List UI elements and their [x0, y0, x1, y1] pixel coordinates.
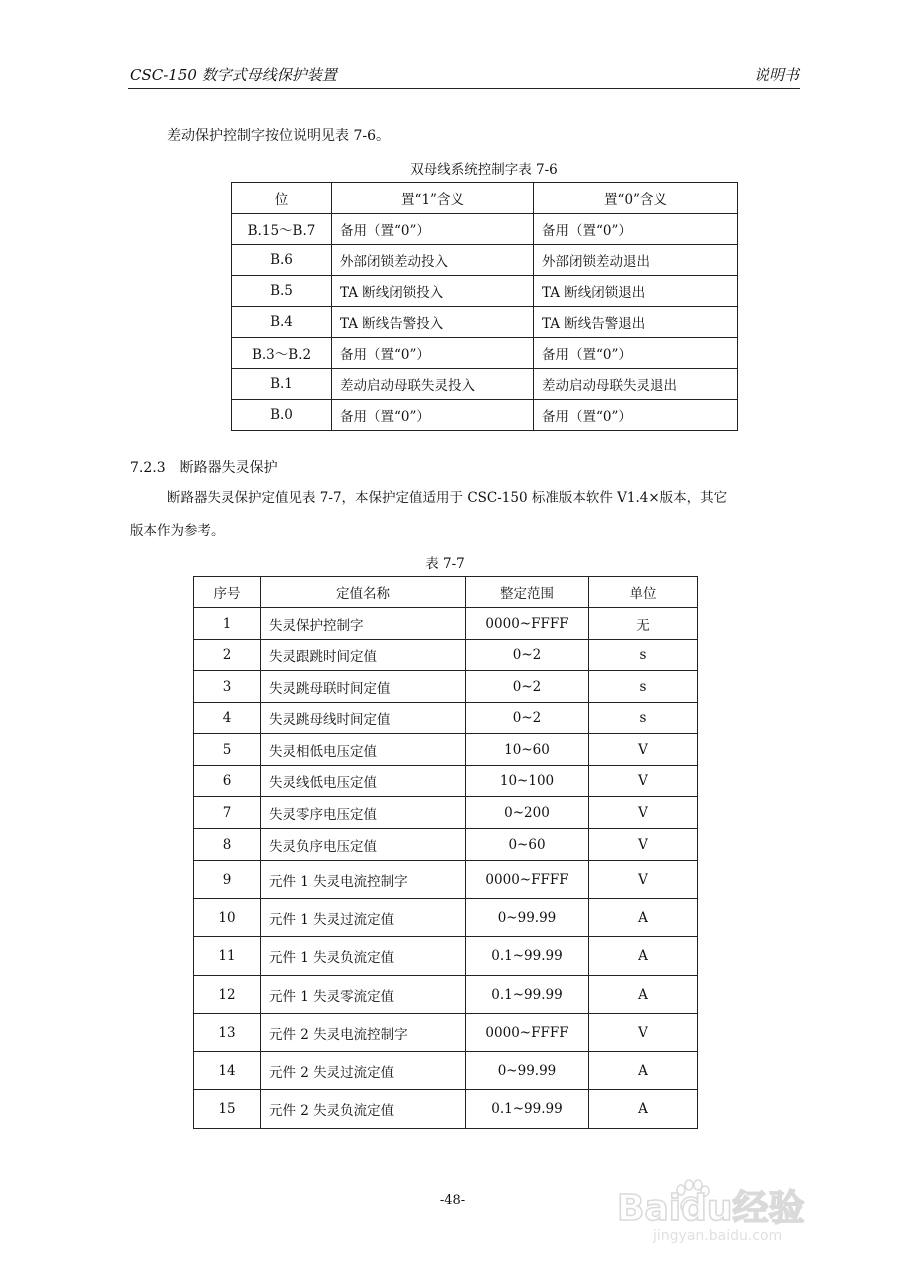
table77-cell: 元件 1 失灵过流定值	[261, 899, 466, 937]
table77-cell: 元件 2 失灵电流控制字	[261, 1014, 466, 1052]
table77-cell: A	[589, 1090, 698, 1129]
table77-cell: 0~2	[466, 671, 589, 703]
table77-row	[194, 937, 698, 976]
table77-cell: 15	[194, 1090, 261, 1129]
table76-row	[232, 214, 738, 245]
table77-cell: 元件 1 失灵电流控制字	[261, 861, 466, 899]
table77-cell: V	[589, 861, 698, 899]
table77-row	[194, 734, 698, 766]
table77-cell: 10~60	[466, 734, 589, 766]
table77-cell: V	[589, 766, 698, 797]
table77-row	[194, 1090, 698, 1129]
table77-cell: 0.1~99.99	[466, 976, 589, 1014]
table77-row	[194, 829, 698, 861]
table77-cell: 1	[194, 608, 261, 640]
table77-cell: A	[589, 1052, 698, 1090]
header-manual-label: 说明书	[753, 66, 799, 84]
table77-cell: V	[589, 829, 698, 861]
table76-cell: 外部闭锁差动投入	[332, 245, 534, 276]
table76-cell: TA 断线告警退出	[534, 307, 738, 338]
table77-cell: 0~99.99	[466, 899, 589, 937]
table77-row	[194, 899, 698, 937]
table77-cell: 失灵相低电压定值	[261, 734, 466, 766]
body-text-line1: 断路器失灵保护定值见表 7-7，本保护定值适用于 CSC-150 标准版本软件 V1.4×版本，其它	[167, 490, 728, 506]
table77-row	[194, 1014, 698, 1052]
table76-cell: TA 断线闭锁投入	[332, 276, 534, 307]
table76-cell: 备用（置“0”）	[332, 400, 534, 431]
table76-cell: B.6	[232, 245, 332, 276]
table77-row	[194, 861, 698, 899]
table77-cell: s	[589, 703, 698, 734]
table76-cell: 差动启动母联失灵退出	[534, 369, 738, 400]
table76-row	[232, 276, 738, 307]
header-document-title: CSC-150 数字式母线保护装置	[130, 66, 337, 84]
table77-cell: 0~2	[466, 640, 589, 671]
table77-cell: 4	[194, 703, 261, 734]
table77-cell: 3	[194, 671, 261, 703]
table77-cell: 9	[194, 861, 261, 899]
table77-cell: 元件 1 失灵零流定值	[261, 976, 466, 1014]
table77-cell: V	[589, 734, 698, 766]
table77-cell: A	[589, 976, 698, 1014]
table76-cell: B.4	[232, 307, 332, 338]
table76-cell: 备用（置“0”）	[534, 338, 738, 369]
table77-cell: 失灵跟跳时间定值	[261, 640, 466, 671]
table77-row	[194, 976, 698, 1014]
table76-cell: B.3～B.2	[232, 338, 332, 369]
table77-header-cell: 单位	[589, 577, 698, 608]
table77-header-cell: 定值名称	[261, 577, 466, 608]
section-number: 7.2.3	[130, 460, 166, 476]
table76-row	[232, 338, 738, 369]
table77-cell: 0~99.99	[466, 1052, 589, 1090]
body-text-line2: 版本作为参考。	[130, 523, 225, 539]
table77-cell: 元件 1 失灵负流定值	[261, 937, 466, 976]
table77-cell: 13	[194, 1014, 261, 1052]
header-rule	[128, 88, 800, 89]
table76-cell: TA 断线告警投入	[332, 307, 534, 338]
table77-cell: 无	[589, 608, 698, 640]
table76-cell: 外部闭锁差动退出	[534, 245, 738, 276]
table77-cell: 0.1~99.99	[466, 1090, 589, 1129]
table77-cell: s	[589, 671, 698, 703]
failure-protection-settings-table	[193, 576, 698, 1129]
table76-header-cell: 置“0”含义	[534, 183, 738, 214]
table77-cell: 失灵零序电压定值	[261, 797, 466, 829]
table77-cell: 2	[194, 640, 261, 671]
table77-cell: 7	[194, 797, 261, 829]
table77-row	[194, 671, 698, 703]
table77-cell: 失灵跳母线时间定值	[261, 703, 466, 734]
control-word-table	[231, 182, 738, 431]
table77-header-cell: 序号	[194, 577, 261, 608]
table77-row	[194, 608, 698, 640]
table77-cell: V	[589, 797, 698, 829]
table77-row	[194, 640, 698, 671]
table77-cell: 8	[194, 829, 261, 861]
table77-row	[194, 766, 698, 797]
table77-header-row	[194, 577, 698, 608]
table77-cell: 14	[194, 1052, 261, 1090]
table77-cell: s	[589, 640, 698, 671]
baidu-jingyan-watermark	[613, 1178, 853, 1246]
table76-cell: 差动启动母联失灵投入	[332, 369, 534, 400]
table77-cell: 失灵线低电压定值	[261, 766, 466, 797]
section-title: 断路器失灵保护	[179, 460, 278, 476]
table76-row	[232, 307, 738, 338]
table77-cell: 失灵负序电压定值	[261, 829, 466, 861]
table76-header-cell: 置“1”含义	[332, 183, 534, 214]
table77-cell: 5	[194, 734, 261, 766]
table77-cell: 12	[194, 976, 261, 1014]
table76-cell: B.1	[232, 369, 332, 400]
table77-cell: 11	[194, 937, 261, 976]
table77-caption: 表 7-7	[425, 556, 465, 572]
table77-row	[194, 797, 698, 829]
table76-cell: B.15～B.7	[232, 214, 332, 245]
table77-cell: 0000~FFFF	[466, 608, 589, 640]
table76-header-row	[232, 183, 738, 214]
table77-cell: 元件 2 失灵过流定值	[261, 1052, 466, 1090]
section-heading	[130, 458, 278, 478]
table77-row	[194, 1052, 698, 1090]
table76-row	[232, 369, 738, 400]
watermark-url: jingyan.baidu.com	[653, 1228, 783, 1244]
table76-cell: 备用（置“0”）	[332, 338, 534, 369]
table76-cell: 备用（置“0”）	[534, 214, 738, 245]
page-number: -48-	[439, 1193, 466, 1208]
table77-cell: A	[589, 899, 698, 937]
table77-cell: 10~100	[466, 766, 589, 797]
table77-cell: V	[589, 1014, 698, 1052]
table77-cell: 0000~FFFF	[466, 861, 589, 899]
table77-cell: 0.1~99.99	[466, 937, 589, 976]
table76-header-cell: 位	[232, 183, 332, 214]
table76-cell: 备用（置“0”）	[332, 214, 534, 245]
table76-caption: 双母线系统控制字表 7-6	[410, 162, 558, 178]
table77-header-cell: 整定范围	[466, 577, 589, 608]
table77-cell: 0~60	[466, 829, 589, 861]
table77-cell: 0~200	[466, 797, 589, 829]
table77-cell: A	[589, 937, 698, 976]
watermark-brand: Baidu经验	[617, 1188, 805, 1229]
table76-cell: B.0	[232, 400, 332, 431]
table77-cell: 0000~FFFF	[466, 1014, 589, 1052]
table77-cell: 6	[194, 766, 261, 797]
table77-cell: 失灵保护控制字	[261, 608, 466, 640]
table76-cell: B.5	[232, 276, 332, 307]
table77-cell: 元件 2 失灵负流定值	[261, 1090, 466, 1129]
table76-row	[232, 245, 738, 276]
table77-row	[194, 703, 698, 734]
table77-cell: 失灵跳母联时间定值	[261, 671, 466, 703]
intro-line: 差动保护控制字按位说明见表 7-6。	[167, 128, 390, 144]
table76-cell: 备用（置“0”）	[534, 400, 738, 431]
table77-cell: 0~2	[466, 703, 589, 734]
table76-cell: TA 断线闭锁退出	[534, 276, 738, 307]
table76-row	[232, 400, 738, 431]
table77-cell: 10	[194, 899, 261, 937]
